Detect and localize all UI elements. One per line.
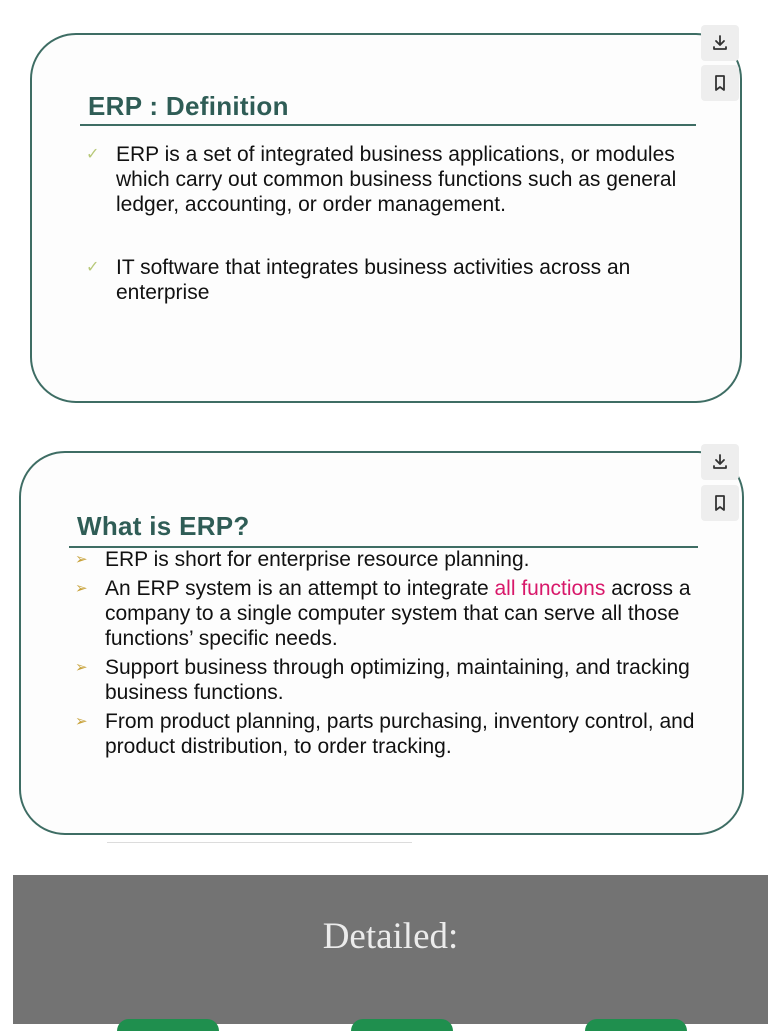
bullet-text: ERP is short for enterprise resource planning. (105, 548, 530, 571)
bullet-item (75, 655, 695, 705)
bullet-text: Support business through optimizing, maintaining, and tracking business functions. (105, 656, 690, 704)
checkmark-icon: ✓ (86, 259, 100, 276)
slide-title: ERP : Definition (88, 91, 289, 121)
bullet-list (86, 142, 686, 305)
footer-title: Detailed: (322, 916, 459, 957)
arrow-bullet-icon: ➢ (75, 713, 88, 730)
arrow-bullet-icon: ➢ (75, 580, 88, 597)
divider (107, 842, 412, 843)
bookmark-button[interactable] (701, 485, 739, 521)
footer-button[interactable] (117, 1019, 219, 1031)
bullet-text-post: across a company to a single computer system that can serve all those functions’ specific needs. (105, 577, 691, 650)
bullet-item (75, 576, 695, 651)
title-underline (80, 124, 696, 126)
bullet-item (86, 142, 686, 217)
download-button[interactable] (701, 25, 739, 61)
download-icon (710, 452, 730, 472)
footer-button[interactable] (351, 1019, 453, 1031)
bullet-text-pre: An ERP system is an attempt to integrate (105, 577, 495, 600)
bullet-item (75, 709, 695, 759)
footer-panel (13, 875, 768, 1024)
slide-what-is-erp (19, 451, 744, 835)
bookmark-button[interactable] (701, 65, 739, 101)
bullet-text: IT software that integrates business activities across an enterprise (116, 256, 631, 304)
bookmark-icon (710, 493, 730, 513)
checkmark-icon: ✓ (86, 146, 100, 163)
bullet-list (75, 547, 695, 759)
download-icon (710, 33, 730, 53)
download-button[interactable] (701, 444, 739, 480)
slide-erp-definition (30, 33, 742, 403)
bullet-item (75, 547, 695, 572)
bullet-item (86, 255, 686, 305)
bookmark-icon (710, 73, 730, 93)
bullet-text: ERP is a set of integrated business applications, or modules which carry out common business functions such as general ledger, accounting, or order management. (116, 143, 677, 216)
bullet-text: From product planning, parts purchasing, inventory control, and product distribution, to order tracking. (105, 710, 695, 758)
footer-button[interactable] (585, 1019, 687, 1031)
arrow-bullet-icon: ➢ (75, 659, 88, 676)
slide-title: What is ERP? (77, 511, 250, 541)
arrow-bullet-icon: ➢ (75, 551, 88, 568)
highlighted-text: all functions (494, 577, 606, 600)
